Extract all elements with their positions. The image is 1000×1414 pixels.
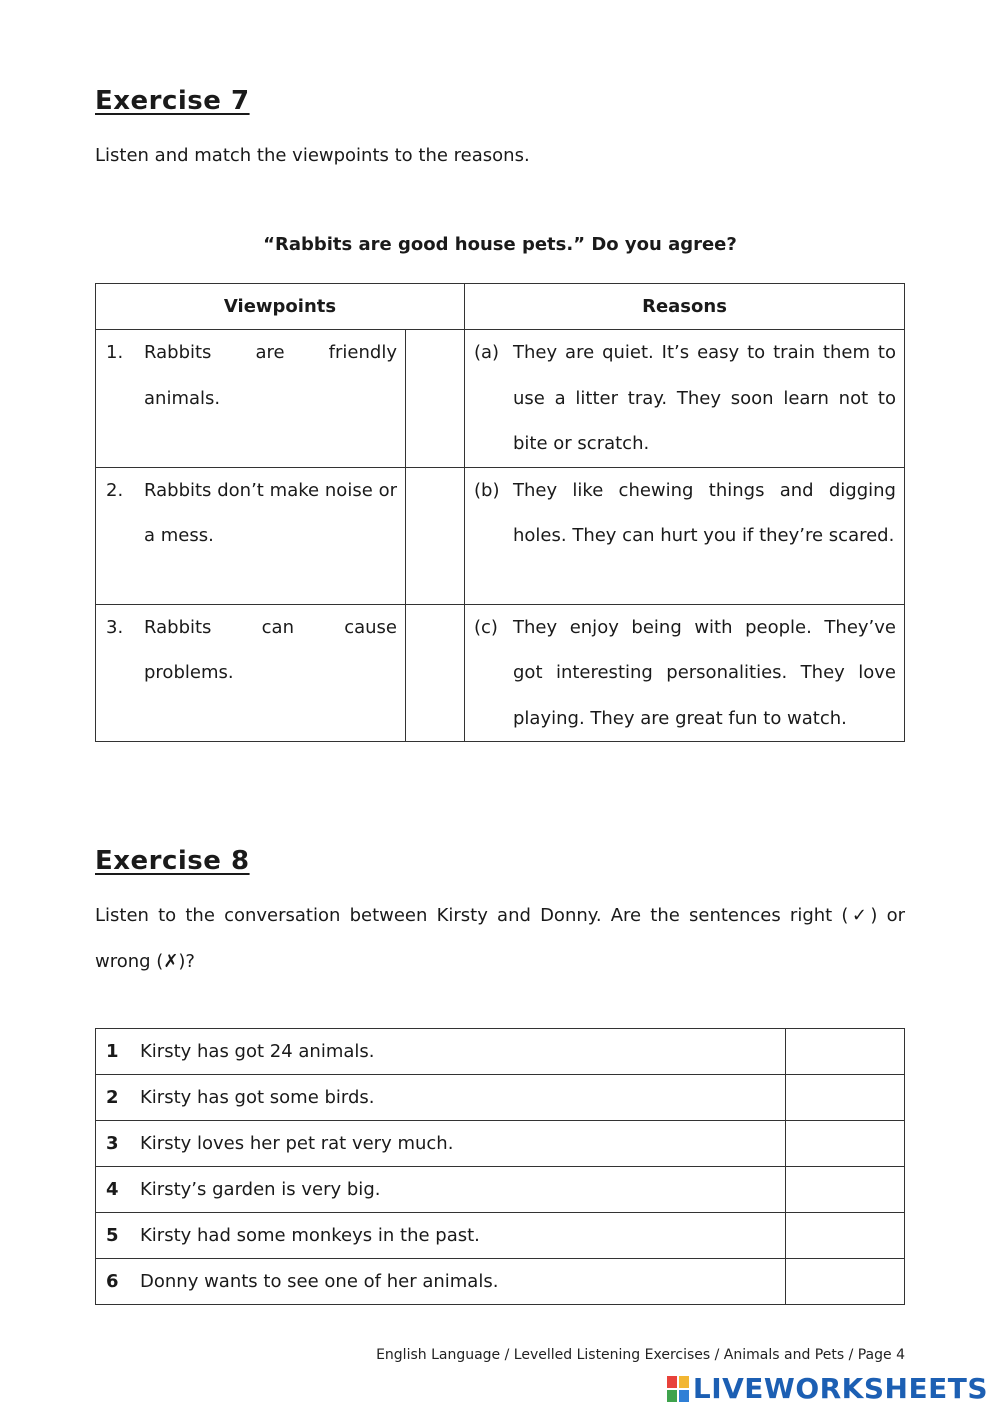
sentence-text: Kirsty loves her pet rat very much. xyxy=(140,1121,786,1167)
answer-box-2[interactable] xyxy=(406,467,465,604)
viewpoint-text: Rabbits don’t make noise or a mess. xyxy=(144,479,397,546)
sentence-number: 1 xyxy=(96,1029,141,1075)
true-false-table xyxy=(95,1028,905,1305)
table-row xyxy=(96,1259,905,1305)
reason-cell xyxy=(465,604,905,742)
sentence-text: Kirsty has got some birds. xyxy=(140,1075,786,1121)
exercise-8-instruction: Listen to the conversation between Kirsty and Donny. Are the sentences right (✓) or wrong (✗)? xyxy=(95,905,905,972)
sentence-text: Kirsty’s garden is very big. xyxy=(140,1167,786,1213)
reason-cell xyxy=(465,330,905,468)
viewpoint-number: 3. xyxy=(106,616,124,638)
exercise-7-title: Exercise 7 xyxy=(95,86,250,116)
sentence-number: 2 xyxy=(96,1075,141,1121)
reason-letter: (a) xyxy=(474,342,500,363)
table-row xyxy=(96,1075,905,1121)
answer-box-3[interactable] xyxy=(786,1121,905,1167)
matching-table xyxy=(95,283,905,742)
reason-text: They enjoy being with people. They’ve got interesting personalities. They love playing. They are great fun to watch. xyxy=(513,616,896,729)
viewpoints-header: Viewpoints xyxy=(96,284,465,330)
sentence-number: 6 xyxy=(96,1259,141,1305)
reason-cell xyxy=(465,467,905,604)
viewpoint-number: 1. xyxy=(106,342,124,363)
answer-box-2[interactable] xyxy=(786,1075,905,1121)
answer-box-3[interactable] xyxy=(406,604,465,742)
table-row xyxy=(96,467,905,604)
sentence-text: Donny wants to see one of her animals. xyxy=(140,1259,786,1305)
viewpoint-cell xyxy=(96,330,406,468)
table-row xyxy=(96,1167,905,1213)
header-row xyxy=(96,284,905,330)
answer-box-1[interactable] xyxy=(786,1029,905,1075)
answer-box-6[interactable] xyxy=(786,1259,905,1305)
logo-text: LIVEWORKSHEETS xyxy=(692,1372,988,1405)
reason-text: They like chewing things and digging holes. They can hurt you if they’re scared. xyxy=(513,479,896,546)
viewpoint-number: 2. xyxy=(106,479,124,501)
table-row xyxy=(96,330,905,468)
liveworksheets-logo[interactable] xyxy=(667,1372,988,1405)
sentence-text: Kirsty had some monkeys in the past. xyxy=(140,1213,786,1259)
table-row xyxy=(96,1121,905,1167)
viewpoint-cell xyxy=(96,467,406,604)
reasons-header: Reasons xyxy=(465,284,905,330)
reason-letter: (b) xyxy=(474,479,500,501)
sentence-number: 5 xyxy=(96,1213,141,1259)
exercise-7-instruction: Listen and match the viewpoints to the reasons. xyxy=(95,145,530,166)
viewpoint-text: Rabbits can cause problems. xyxy=(144,616,397,683)
page-footer: English Language / Levelled Listening Exercises / Animals and Pets / Page 4 xyxy=(376,1347,905,1363)
table-row xyxy=(96,604,905,742)
sentence-text: Kirsty has got 24 animals. xyxy=(140,1029,786,1075)
reason-text: They are quiet. It’s easy to train them to use a litter tray. They soon learn not to bite or scratch. xyxy=(513,342,896,454)
viewpoint-cell xyxy=(96,604,406,742)
reason-letter: (c) xyxy=(474,616,498,638)
answer-box-1[interactable] xyxy=(406,330,465,468)
table-row xyxy=(96,1029,905,1075)
exercise-8-title: Exercise 8 xyxy=(95,846,250,876)
exercise-7-question: “Rabbits are good house pets.” Do you agree? xyxy=(263,234,737,255)
liveworksheets-icon xyxy=(667,1376,689,1402)
answer-box-4[interactable] xyxy=(786,1167,905,1213)
sentence-number: 4 xyxy=(96,1167,141,1213)
answer-box-5[interactable] xyxy=(786,1213,905,1259)
viewpoint-text: Rabbits are friendly animals. xyxy=(144,342,397,409)
table-row xyxy=(96,1213,905,1259)
sentence-number: 3 xyxy=(96,1121,141,1167)
